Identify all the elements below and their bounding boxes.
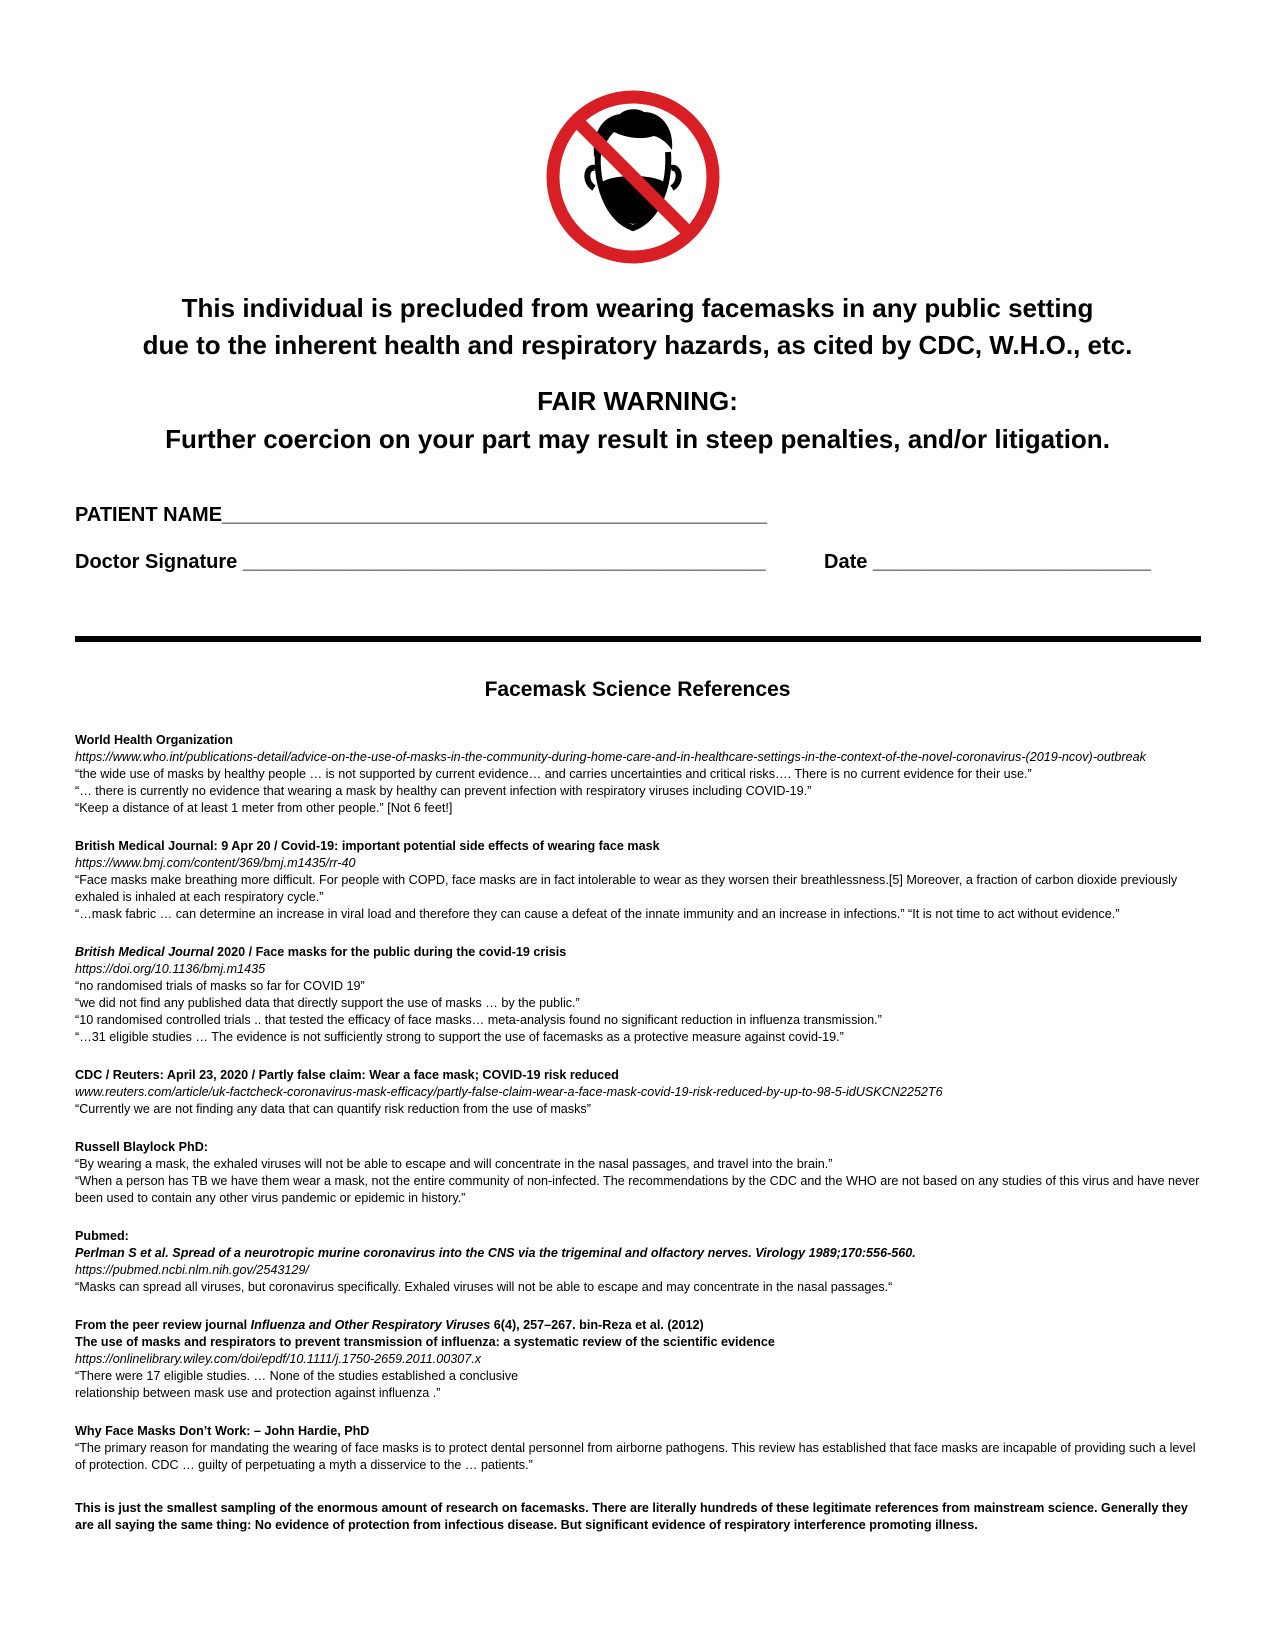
reference-quote: “…31 eligible studies … The evidence is not sufficiently strong to support the use of facemasks as a protective measure against covid-19.” bbox=[75, 1030, 844, 1044]
reference-title: World Health Organization bbox=[75, 733, 233, 747]
notice-line-1: This individual is precluded from wearing facemasks in any public setting bbox=[181, 293, 1094, 323]
date-label: Date bbox=[824, 551, 868, 573]
reference-pubmed bbox=[75, 1228, 1201, 1296]
reference-blaylock bbox=[75, 1139, 1201, 1207]
reference-citation: Perlman S et al. Spread of a neurotropic murine coronavirus into the CNS via the trigeminal and olfactory nerves. Virology 1989;170:556-560. bbox=[75, 1246, 916, 1260]
reference-quote: “the wide use of masks by healthy people … is not supported by current evidence… and carries uncertainties and critical risks…. There is no current evidence for their use.” bbox=[75, 767, 1032, 781]
doctor-signature-line[interactable]: _______________________________________________ bbox=[242, 551, 766, 573]
reference-quote: “we did not find any published data that directly support the use of masks … by the public.” bbox=[75, 996, 580, 1010]
reference-url: https://onlinelibrary.wiley.com/doi/epdf/10.1111/j.1750-2659.2011.00307.x bbox=[75, 1352, 482, 1366]
patient-name-line[interactable]: _________________________________________________ bbox=[222, 504, 768, 526]
date-field bbox=[824, 551, 1151, 574]
journal-name: British Medical Journal bbox=[75, 945, 214, 959]
reference-url: https://doi.org/10.1136/bmj.m1435 bbox=[75, 962, 266, 976]
reference-influenza-journal bbox=[75, 1317, 1201, 1402]
reference-title: Why Face Masks Don’t Work: – John Hardie, PhD bbox=[75, 1424, 370, 1438]
closing-statement: This is just the smallest sampling of the enormous amount of research on facemasks. There are literally hundreds of these legitimate references from mainstream science. Generally they are all saying the same thing: No evidence of protection from infectious disease. But significant evidence of respiratory interference promoting illness. bbox=[75, 1501, 1188, 1532]
reference-quote: “When a person has TB we have them wear a mask, not the entire community of non-infected. The recommendations by the CDC and the WHO are not based on any studies of this virus and have never been used to contain any other virus pandemic or epidemic in history.” bbox=[75, 1174, 1200, 1205]
reference-quote: “…mask fabric … can determine an increase in viral load and therefore they can cause a defeat of the innate immunity and an increase in infections.” “It is not time to act without evidence.” bbox=[75, 907, 1120, 921]
reference-quote: “Keep a distance of at least 1 meter from other people.” [Not 6 feet!] bbox=[75, 801, 453, 815]
reference-quote: “Face masks make breathing more difficult. For people with COPD, face masks are in fact intolerable to wear as they worsen their breathlessness.[5] Moreover, a fraction of carbon dioxide previously exhaled is inhaled at each respiratory cycle.” bbox=[75, 873, 1178, 904]
reference-quote: “10 randomised controlled trials .. that tested the efficacy of face masks… meta-analysis found no significant reduction in influenza transmission.” bbox=[75, 1013, 882, 1027]
patient-name-field bbox=[75, 504, 767, 527]
reference-cdc-reuters bbox=[75, 1067, 1201, 1118]
reference-url: https://www.bmj.com/content/369/bmj.m1435/rr-40 bbox=[75, 856, 356, 870]
reference-quote: “By wearing a mask, the exhaled viruses will not be able to escape and will concentrate in the nasal passages, and travel into the brain.” bbox=[75, 1157, 833, 1171]
reference-title: CDC / Reuters: April 23, 2020 / Partly false claim: Wear a face mask; COVID-19 risk reduced bbox=[75, 1068, 619, 1082]
reference-subtitle: The use of masks and respirators to prevent transmission of influenza: a systematic review of the scientific evidence bbox=[75, 1335, 775, 1349]
reference-who bbox=[75, 732, 1201, 817]
fair-warning-text: Further coercion on your part may result in steep penalties, and/or litigation. bbox=[165, 424, 1110, 454]
references-title: Facemask Science References bbox=[484, 678, 791, 701]
reference-bmj-side-effects bbox=[75, 838, 1201, 923]
notice-line-2: due to the inherent health and respiratory hazards, as cited by CDC, W.H.O., etc. bbox=[142, 330, 1133, 360]
reference-title: From the peer review journal Influenza and Other Respiratory Viruses 6(4), 257–267. bin-Reza et al. (2012) bbox=[75, 1318, 704, 1332]
reference-quote: “Currently we are not finding any data that can quantify risk reduction from the use of masks” bbox=[75, 1102, 591, 1116]
reference-quote: “… there is currently no evidence that wearing a mask by healthy can prevent infection with respiratory viruses including COVID-19.” bbox=[75, 784, 812, 798]
doctor-signature-field bbox=[75, 551, 766, 574]
reference-title: Russell Blaylock PhD: bbox=[75, 1140, 208, 1154]
section-divider bbox=[75, 636, 1201, 642]
reference-quote: “There were 17 eligible studies. … None of the studies established a conclusive bbox=[75, 1369, 519, 1383]
reference-url: https://pubmed.ncbi.nlm.nih.gov/2543129/ bbox=[75, 1263, 309, 1277]
reference-title: British Medical Journal: 9 Apr 20 / Covid-19: important potential side effects of wearing face mask bbox=[75, 839, 660, 853]
fair-warning-title: FAIR WARNING: bbox=[537, 386, 738, 416]
reference-title: British Medical Journal 2020 / Face masks for the public during the covid-19 crisis bbox=[75, 945, 567, 959]
reference-title: Pubmed: bbox=[75, 1229, 129, 1243]
journal-name: Influenza and Other Respiratory Viruses bbox=[250, 1318, 491, 1332]
no-mask-prohibition-icon bbox=[542, 86, 724, 268]
references-list bbox=[75, 732, 1201, 1534]
reference-quote: “Masks can spread all viruses, but coronavirus specifically. Exhaled viruses will not be able to escape and may concentrate in the nasal passages.“ bbox=[75, 1280, 893, 1294]
reference-quote: “The primary reason for mandating the wearing of face masks is to protect dental personnel from airborne pathogens. This review has established that face masks are incapable of providing such a level of protection. CDC … guilty of perpetuating a myth a disservice to the … patients.” bbox=[75, 1441, 1196, 1472]
reference-quote: “no randomised trials of masks so far for COVID 19” bbox=[75, 979, 365, 993]
reference-url: www.reuters.com/article/uk-factcheck-coronavirus-mask-efficacy/partly-false-claim-wear-a-face-mask-covid-19-risk-reduced-by-up-to-98-5-idUSKCN2252T6 bbox=[75, 1085, 943, 1099]
reference-url: https://www.who.int/publications-detail/advice-on-the-use-of-masks-in-the-community-during-home-care-and-in-healthcare-settings-in-the-context-of-the-novel-coronavirus-(2019-ncov)-outbreak bbox=[75, 750, 1146, 764]
reference-hardie bbox=[75, 1423, 1201, 1474]
reference-quote: relationship between mask use and protection against influenza .” bbox=[75, 1386, 441, 1400]
doctor-signature-label: Doctor Signature bbox=[75, 551, 238, 573]
reference-bmj-public bbox=[75, 944, 1201, 1046]
patient-name-label: PATIENT NAME bbox=[75, 504, 223, 526]
date-line[interactable]: _________________________ bbox=[872, 551, 1151, 573]
